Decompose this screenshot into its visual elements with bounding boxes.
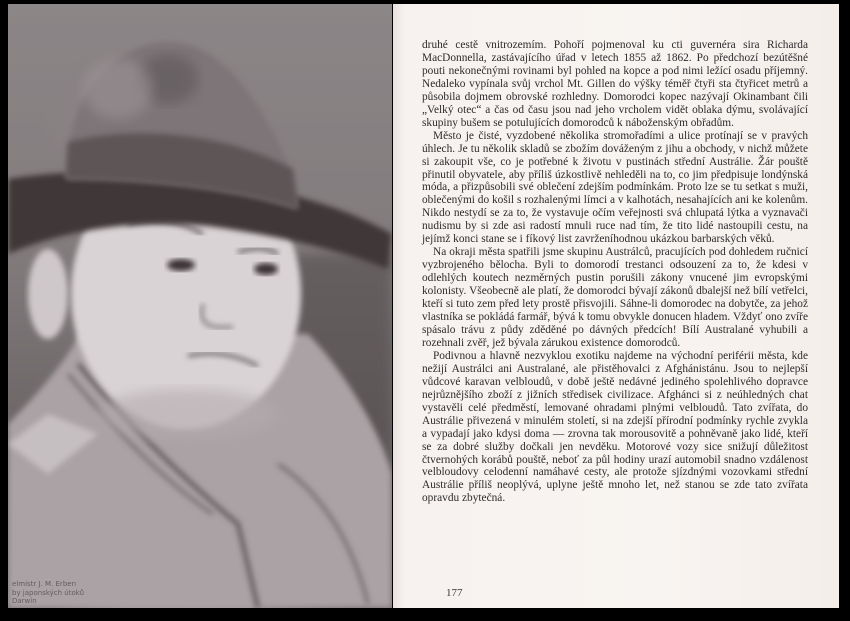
ear-shape <box>28 249 68 339</box>
right-page <box>393 4 839 608</box>
portrait-photo <box>8 4 392 608</box>
caption-line: elmistr J. M. Erben <box>12 580 77 588</box>
paragraph: Město je čisté, vyzdobené několika stromořadími a ulice protínají se v pravých úhlech. Je tu několik skladů se zbožím dováženým z jihu a obchody, v nichž můžete si zakoupit vše, co je potřebné k životu v pustinách střední Austrálie. Žár pouště přinutil obyvatele, aby příliš úzkostlivě nehleděli na to, co jim předpisuje londýnská móda, a přizpůsobili své oblečení zdejším podmínkám. Proto lze se tu setkat s muži, oblečenými do košil s rozhalenými límci a v kalhotách, nesahajících ani ke kolenům. Nikdo nestydí se za to, že vystavuje očím veřejnosti svá chlupatá lýtka a vyznavači nudismu by si zde asi radostí mnuli ruce nad tím, že tito lidé nastoupili cestu, na jejímž konci stane se i fíkový list zavrženíhodnou ukázkou barbarských věků. <box>422 129 808 246</box>
caption-line: by japonských útoků <box>12 588 85 597</box>
caption-line: Darwin <box>12 597 37 605</box>
eye-right <box>254 263 278 275</box>
photo-caption <box>12 580 84 606</box>
paragraph: Podivnou a hlavně nezvyklou exotiku najdeme na východní periférii města, kde nežijí Austrálci ani Australané, ale přistěhovalci z Afghánistánu. Jsou to nejlepší vůdcové karavan velbloudů, v době ještě nedávné jediného spolehlivého dopravce nejrůznějšího zboží z jižních středisek civilizace. Afghánci si z neúhledných chat vystavěli celé předměstí, lemované ohradami plnými velbloudů. Tato zvířata, do Austrálie přivezená v minulém století, si na zdejší přírodní podmínky rychle zvykla a vypadají jako kdysi doma — zrovna tak morousovitě a pohněvaně jako lidé, kteří se za dobré služby dočkali jen nevděku. Motorové vozy sice snižují důležitost čtvernohých korábů pouště, neboť za půl hodiny urazí automobil snadno vzdálenost velbloudovy celodenní namáhavé cesty, ale protože sjízdnými vozovkami střední Austrálie příliš neoplývá, uplyne ještě mnoho let, než stanou se zde tato zvířata opravdu zbytečná. <box>422 349 808 505</box>
paragraph: druhé cestě vnitrozemím. Pohoří pojmenoval ku cti guvernéra sira Richarda MacDonnella, zastávajícího úřad v letech 1855 až 1862. Po předchozí bezútěšné pouti nekonečnými rovinami byl pohled na kopce a pod nimi ležící osadu příjemný. Nedaleko vypínala svůj vrchol Mt. Gillen do výšky téměř čtyři sta čtyřicet metrů a působila dojmem obrovské rozhledny. Domorodci kopec nazývají Okinambant čili „Velký otec“ a čas od času jsou nad jeho vrcholem vidět oblaka dýmu, svolávající skupiny bušem se potulujících domorodců k náboženským obřadům. <box>422 39 808 129</box>
paragraph: Na okraji města spatřili jsme skupinu Austrálců, pracujících pod dohledem ručnicí vyzbrojeného bělocha. Byli to domorodí trestanci odsouzení za to, že kdesi v odlehlých koutech nezměrných pustin porušili zákony vnucené jim evropskými kolonisty. Všeobecně ale platí, že domorodci bývají zákonů dbalejší než bílí vetřelci, kteří si tuto zem před lety prostě přisvojili. Sáhne-li domorodec na dobytče, za jehož vlastníka se pokládá farmář, bývá k tomu obvykle donucen hladem. Vždyť ono zvíře spásalo trávu z půdy zděděné po dávných předcích! Bílí Australané vyhubili a rozehnali zvěř, jež bývala zárukou existence domorodců. <box>422 246 808 349</box>
page-number: 177 <box>446 587 463 599</box>
left-page-photo <box>8 4 392 608</box>
eye-left <box>167 259 195 271</box>
body-text <box>422 39 808 505</box>
